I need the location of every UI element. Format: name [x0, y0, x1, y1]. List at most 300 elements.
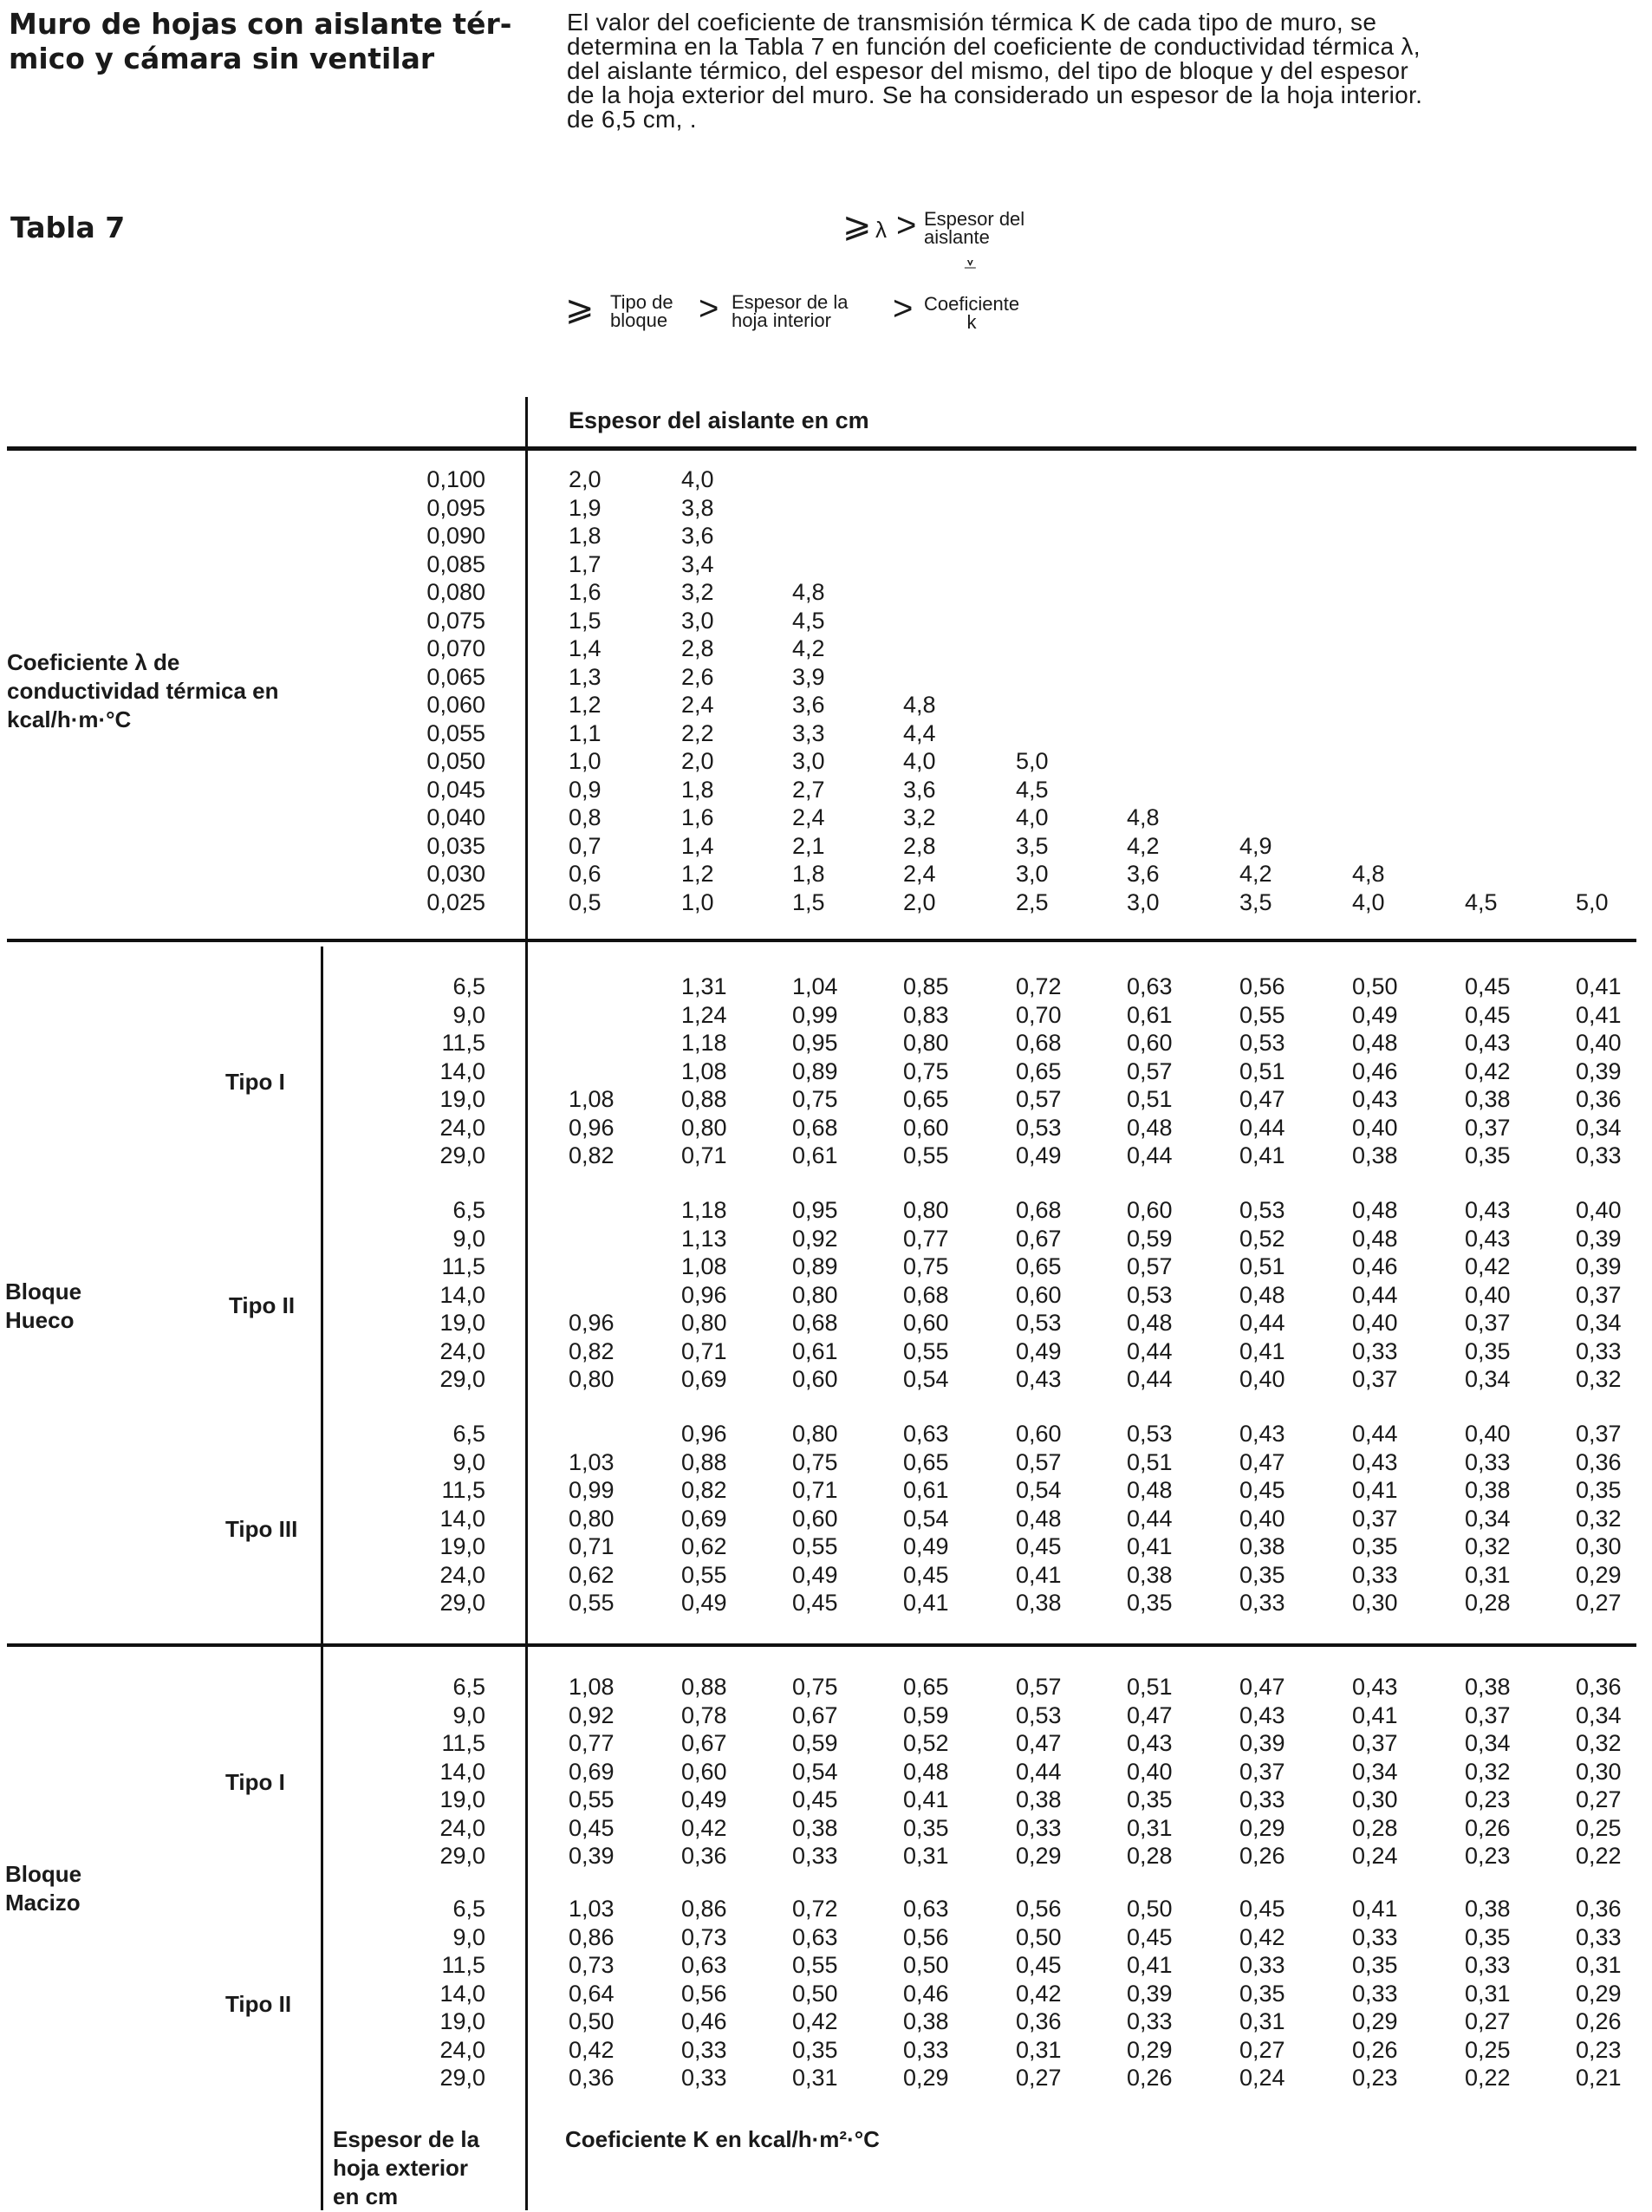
lambda-value: 0,050: [426, 748, 485, 774]
aislante-thickness-cell: 3,2: [903, 804, 936, 830]
flow-coeficiente: [924, 295, 1019, 331]
k-coefficient-cell: 0,50: [1352, 973, 1398, 999]
k-coefficient-cell: 0,27: [1239, 2037, 1285, 2063]
k-coefficient-cell: 0,56: [681, 1981, 727, 2007]
aislante-thickness-cell: 2,4: [792, 804, 825, 830]
k-coefficient-cell: 0,88: [681, 1449, 727, 1475]
k-coefficient-cell: 0,49: [681, 1786, 727, 1812]
k-coefficient-cell: 0,25: [1576, 1815, 1622, 1841]
group-label-line: Bloque: [5, 1861, 82, 1887]
k-coefficient-cell: 0,71: [681, 1338, 727, 1364]
k-coefficient-cell: 0,42: [1465, 1253, 1511, 1279]
aislante-thickness-cell: 2,0: [569, 466, 602, 492]
k-coefficient-cell: 1,03: [569, 1449, 615, 1475]
k-coefficient-cell: 0,48: [1352, 1030, 1398, 1056]
k-coefficient-cell: 0,41: [1127, 1952, 1173, 1978]
k-coefficient-cell: 0,92: [569, 1702, 615, 1728]
k-coefficient-cell: 0,45: [1016, 1533, 1062, 1559]
aislante-thickness-cell: 2,0: [903, 889, 936, 915]
hoja-exterior-thickness: 14,0: [439, 1058, 485, 1084]
k-coefficient-cell: 0,37: [1352, 1730, 1398, 1756]
k-coefficient-cell: 0,29: [903, 2065, 949, 2091]
k-coefficient-cell: 0,57: [1127, 1058, 1173, 1084]
k-coefficient-cell: 0,31: [792, 2065, 838, 2091]
k-coefficient-cell: 0,40: [1576, 1197, 1622, 1223]
k-coefficient-cell: 0,44: [1239, 1115, 1285, 1141]
k-coefficient-cell: 0,48: [1352, 1226, 1398, 1252]
k-coefficient-cell: 0,96: [569, 1115, 615, 1141]
aislante-thickness-cell: 4,2: [1127, 833, 1160, 859]
k-coefficient-cell: 0,45: [1465, 1002, 1511, 1028]
aislante-thickness-cell: 2,0: [681, 748, 714, 774]
k-coefficient-cell: 0,50: [1016, 1924, 1062, 1950]
k-coefficient-cell: 0,33: [1239, 1952, 1285, 1978]
k-coefficient-cell: 0,59: [1127, 1226, 1173, 1252]
k-coefficient-cell: 0,36: [1576, 1449, 1622, 1475]
hoja-exterior-thickness: 24,0: [439, 1815, 485, 1841]
hoja-exterior-thickness: 14,0: [439, 1759, 485, 1785]
k-coefficient-cell: 0,36: [681, 1843, 727, 1869]
k-coefficient-cell: 0,54: [903, 1506, 949, 1532]
chevron-right-icon: >: [893, 290, 914, 328]
k-coefficient-cell: 0,44: [1352, 1421, 1398, 1447]
k-coefficient-cell: 0,33: [1127, 2008, 1173, 2034]
k-coefficient-cell: 0,36: [569, 2065, 615, 2091]
k-coefficient-cell: 0,46: [903, 1981, 949, 2007]
k-coefficient-cell: 0,21: [1576, 2065, 1622, 2091]
k-coefficient-cell: 0,40: [1239, 1366, 1285, 1392]
aislante-thickness-cell: 2,4: [681, 692, 714, 718]
k-coefficient-cell: 0,33: [903, 2037, 949, 2063]
k-coefficient-cell: 0,26: [1352, 2037, 1398, 2063]
footer-espesor-hoja-exterior: [333, 2125, 479, 2211]
vertical-divider-inner: [321, 947, 323, 2210]
k-coefficient-cell: 0,35: [1127, 1590, 1173, 1616]
k-coefficient-cell: 0,41: [1016, 1562, 1062, 1588]
k-coefficient-cell: 0,34: [1465, 1366, 1511, 1392]
k-coefficient-cell: 0,53: [1239, 1030, 1285, 1056]
hoja-exterior-thickness: 6,5: [452, 1674, 485, 1700]
intro-paragraph: [567, 10, 1642, 132]
aislante-thickness-cell: 3,5: [1016, 833, 1049, 859]
k-coefficient-cell: 0,47: [1239, 1086, 1285, 1112]
k-coefficient-cell: 0,35: [1239, 1562, 1285, 1588]
k-coefficient-cell: 0,26: [1127, 2065, 1173, 2091]
k-coefficient-cell: 0,35: [1127, 1786, 1173, 1812]
k-coefficient-cell: 0,38: [903, 2008, 949, 2034]
column-header-espesor-aislante: Espesor del aislante en cm: [569, 407, 869, 433]
k-coefficient-cell: 0,52: [1239, 1226, 1285, 1252]
k-coefficient-cell: 0,53: [1239, 1197, 1285, 1223]
k-coefficient-cell: 0,24: [1239, 2065, 1285, 2091]
flow-text: Espesor de la: [732, 291, 849, 313]
hoja-exterior-thickness: 9,0: [452, 1924, 485, 1950]
flow-tipo-bloque: [610, 293, 673, 329]
k-coefficient-cell: 0,75: [903, 1058, 949, 1084]
k-coefficient-cell: 0,45: [903, 1562, 949, 1588]
hoja-exterior-thickness: 9,0: [452, 1002, 485, 1028]
aislante-thickness-cell: 4,8: [792, 579, 825, 605]
k-coefficient-cell: 0,42: [1016, 1981, 1062, 2007]
hoja-exterior-thickness: 19,0: [439, 2008, 485, 2034]
lambda-label-line: Coeficiente λ de: [7, 649, 180, 675]
k-coefficient-cell: 0,49: [1016, 1338, 1062, 1364]
k-coefficient-cell: 0,82: [681, 1477, 727, 1503]
k-coefficient-cell: 0,67: [681, 1730, 727, 1756]
aislante-thickness-cell: 0,8: [569, 804, 602, 830]
flow-text: k: [966, 311, 977, 333]
k-coefficient-cell: 0,33: [1465, 1952, 1511, 1978]
k-coefficient-cell: 0,31: [1576, 1952, 1622, 1978]
k-coefficient-cell: 0,32: [1576, 1366, 1622, 1392]
k-coefficient-cell: 0,37: [1576, 1421, 1622, 1447]
aislante-thickness-cell: 4,8: [1352, 861, 1385, 887]
k-coefficient-cell: 0,44: [1127, 1506, 1173, 1532]
k-coefficient-cell: 0,75: [792, 1674, 838, 1700]
hoja-exterior-thickness: 6,5: [452, 1197, 485, 1223]
k-coefficient-cell: 0,53: [1127, 1421, 1173, 1447]
k-coefficient-cell: 0,33: [681, 2037, 727, 2063]
k-coefficient-cell: 0,23: [1465, 1843, 1511, 1869]
lambda-value: 0,080: [426, 579, 485, 605]
k-coefficient-cell: 0,77: [903, 1226, 949, 1252]
k-coefficient-cell: 0,40: [1127, 1759, 1173, 1785]
k-coefficient-cell: 0,72: [792, 1896, 838, 1922]
k-coefficient-cell: 0,33: [1016, 1815, 1062, 1841]
flow-text: Espesor del: [924, 208, 1025, 230]
k-coefficient-cell: 0,80: [903, 1030, 949, 1056]
lambda-value: 0,035: [426, 833, 485, 859]
aislante-thickness-cell: 2,6: [681, 664, 714, 690]
k-coefficient-cell: 0,38: [792, 1815, 838, 1841]
k-coefficient-cell: 0,51: [1127, 1086, 1173, 1112]
hoja-exterior-thickness: 6,5: [452, 973, 485, 999]
k-coefficient-cell: 0,43: [1352, 1086, 1398, 1112]
lambda-value: 0,025: [426, 889, 485, 915]
k-coefficient-cell: 0,39: [1576, 1253, 1622, 1279]
k-coefficient-cell: 0,43: [1127, 1730, 1173, 1756]
k-coefficient-cell: 0,28: [1352, 1815, 1398, 1841]
aislante-thickness-cell: 4,5: [1016, 777, 1049, 803]
k-coefficient-cell: 0,30: [1576, 1759, 1622, 1785]
k-coefficient-cell: 0,80: [903, 1197, 949, 1223]
aislante-thickness-cell: 2,5: [1016, 889, 1049, 915]
k-coefficient-cell: 1,04: [792, 973, 838, 999]
k-coefficient-cell: 0,45: [1465, 973, 1511, 999]
hoja-exterior-thickness: 9,0: [452, 1449, 485, 1475]
k-coefficient-cell: 0,80: [569, 1506, 615, 1532]
k-coefficient-cell: 0,37: [1465, 1310, 1511, 1336]
lambda-value: 0,075: [426, 608, 485, 634]
k-coefficient-cell: 0,47: [1239, 1449, 1285, 1475]
footer-line: Espesor de la: [333, 2126, 480, 2152]
k-coefficient-cell: 0,23: [1352, 2065, 1398, 2091]
k-coefficient-cell: 0,68: [792, 1310, 838, 1336]
k-coefficient-cell: 0,38: [1016, 1786, 1062, 1812]
k-coefficient-cell: 0,63: [681, 1952, 727, 1978]
hoja-exterior-thickness: 9,0: [452, 1702, 485, 1728]
k-coefficient-cell: 0,42: [1239, 1924, 1285, 1950]
k-coefficient-cell: 0,41: [903, 1590, 949, 1616]
k-coefficient-cell: 0,35: [1352, 1533, 1398, 1559]
double-chevron-icon: ⩾: [565, 290, 595, 328]
k-coefficient-cell: 0,32: [1465, 1759, 1511, 1785]
k-coefficient-cell: 0,85: [903, 973, 949, 999]
aislante-thickness-cell: 3,4: [681, 551, 714, 577]
k-coefficient-cell: 0,60: [1016, 1282, 1062, 1308]
k-coefficient-cell: 0,39: [1576, 1058, 1622, 1084]
hoja-exterior-thickness: 24,0: [439, 1562, 485, 1588]
k-coefficient-cell: 0,82: [569, 1338, 615, 1364]
k-coefficient-cell: 0,31: [903, 1843, 949, 1869]
k-coefficient-cell: 0,86: [569, 1924, 615, 1950]
k-coefficient-cell: 0,46: [1352, 1058, 1398, 1084]
double-chevron-icon: ⩾: [842, 206, 872, 244]
k-coefficient-cell: 0,34: [1576, 1115, 1622, 1141]
k-coefficient-cell: 0,57: [1016, 1086, 1062, 1112]
k-coefficient-cell: 0,22: [1465, 2065, 1511, 2091]
k-coefficient-cell: 0,47: [1239, 1674, 1285, 1700]
k-coefficient-cell: 0,99: [792, 1002, 838, 1028]
hoja-exterior-thickness: 14,0: [439, 1506, 485, 1532]
aislante-thickness-cell: 1,4: [569, 635, 602, 661]
k-coefficient-cell: 0,44: [1352, 1282, 1398, 1308]
aislante-thickness-cell: 1,9: [569, 495, 602, 521]
k-coefficient-cell: 0,61: [792, 1142, 838, 1168]
k-coefficient-cell: 0,49: [1016, 1142, 1062, 1168]
k-coefficient-cell: 0,41: [1352, 1477, 1398, 1503]
aislante-thickness-cell: 1,5: [569, 608, 602, 634]
k-coefficient-cell: 0,37: [1465, 1702, 1511, 1728]
k-coefficient-cell: 0,55: [681, 1562, 727, 1588]
lambda-value: 0,095: [426, 495, 485, 521]
aislante-thickness-cell: 1,6: [569, 579, 602, 605]
aislante-thickness-cell: 3,6: [681, 523, 714, 549]
hoja-exterior-thickness: 6,5: [452, 1421, 485, 1447]
k-coefficient-cell: 0,44: [1239, 1310, 1285, 1336]
k-coefficient-cell: 0,43: [1352, 1674, 1398, 1700]
type-label-macizo-tipo-1: Tipo I: [225, 1769, 285, 1795]
aislante-thickness-cell: 4,5: [1465, 889, 1498, 915]
k-coefficient-cell: 0,26: [1239, 1843, 1285, 1869]
aislante-thickness-cell: 4,4: [903, 720, 936, 746]
k-coefficient-cell: 0,54: [903, 1366, 949, 1392]
k-coefficient-cell: 0,42: [1465, 1058, 1511, 1084]
k-coefficient-cell: 0,27: [1576, 1786, 1622, 1812]
footer-line: en cm: [333, 2183, 399, 2209]
intro-line: El valor del coeficiente de transmisión térmica K de cada tipo de muro, se: [567, 9, 1377, 36]
k-coefficient-cell: 0,38: [1016, 1590, 1062, 1616]
hoja-exterior-thickness: 19,0: [439, 1310, 485, 1336]
hoja-exterior-thickness: 11,5: [441, 1952, 485, 1978]
lambda-label-line: kcal/h·m·°C: [7, 706, 132, 732]
k-coefficient-cell: 0,50: [792, 1981, 838, 2007]
lambda-value: 0,060: [426, 692, 485, 718]
k-coefficient-cell: 0,37: [1352, 1506, 1398, 1532]
k-coefficient-cell: 0,63: [903, 1896, 949, 1922]
k-coefficient-cell: 0,61: [1127, 1002, 1173, 1028]
k-coefficient-cell: 0,40: [1352, 1115, 1398, 1141]
aislante-thickness-cell: 3,0: [681, 608, 714, 634]
aislante-thickness-cell: 2,2: [681, 720, 714, 746]
k-coefficient-cell: 0,86: [681, 1896, 727, 1922]
k-coefficient-cell: 0,31: [1465, 1562, 1511, 1588]
aislante-thickness-cell: 3,2: [681, 579, 714, 605]
aislante-thickness-cell: 1,8: [792, 861, 825, 887]
type-label-hueco-tipo-1: Tipo I: [225, 1069, 285, 1095]
aislante-thickness-cell: 3,0: [1016, 861, 1049, 887]
k-coefficient-cell: 0,55: [569, 1590, 615, 1616]
k-coefficient-cell: 0,35: [1465, 1338, 1511, 1364]
k-coefficient-cell: 0,43: [1239, 1702, 1285, 1728]
k-coefficient-cell: 0,88: [681, 1674, 727, 1700]
aislante-thickness-cell: 0,5: [569, 889, 602, 915]
flow-espesor-aislante: [924, 210, 1024, 246]
k-coefficient-cell: 0,43: [1465, 1226, 1511, 1252]
k-coefficient-cell: 0,72: [1016, 973, 1062, 999]
k-coefficient-cell: 0,70: [1016, 1002, 1062, 1028]
k-coefficient-cell: 0,53: [1016, 1702, 1062, 1728]
aislante-thickness-cell: 1,7: [569, 551, 602, 577]
k-coefficient-cell: 0,33: [1352, 1338, 1398, 1364]
k-coefficient-cell: 0,33: [1239, 1786, 1285, 1812]
lambda-symbol: λ: [875, 217, 887, 243]
k-coefficient-cell: 0,47: [1016, 1730, 1062, 1756]
vertical-divider: [525, 397, 528, 2210]
aislante-thickness-cell: 2,8: [681, 635, 714, 661]
k-coefficient-cell: 0,64: [569, 1981, 615, 2007]
k-coefficient-cell: 1,13: [681, 1226, 727, 1252]
k-coefficient-cell: 0,50: [903, 1952, 949, 1978]
flow-text: Coeficiente: [924, 293, 1020, 315]
k-coefficient-cell: 0,30: [1352, 1590, 1398, 1616]
aislante-thickness-cell: 3,0: [1127, 889, 1160, 915]
lambda-value: 0,065: [426, 664, 485, 690]
aislante-thickness-cell: 3,9: [792, 664, 825, 690]
footer-coeficiente-k: Coeficiente K en kcal/h·m²·°C: [565, 2126, 880, 2152]
k-coefficient-cell: 0,60: [792, 1506, 838, 1532]
hoja-exterior-thickness: 11,5: [441, 1477, 485, 1503]
k-coefficient-cell: 0,39: [569, 1843, 615, 1869]
k-coefficient-cell: 0,75: [903, 1253, 949, 1279]
hoja-exterior-thickness: 29,0: [439, 1142, 485, 1168]
k-coefficient-cell: 1,08: [569, 1674, 615, 1700]
k-coefficient-cell: 0,60: [1127, 1030, 1173, 1056]
aislante-thickness-cell: 1,2: [569, 692, 602, 718]
k-coefficient-cell: 0,68: [1016, 1030, 1062, 1056]
group-label-line: Hueco: [5, 1307, 75, 1333]
heading-line-2: mico y cámara sin ventilar: [9, 42, 435, 75]
aislante-thickness-cell: 1,0: [681, 889, 714, 915]
aislante-thickness-cell: 4,5: [792, 608, 825, 634]
k-coefficient-cell: 0,50: [569, 2008, 615, 2034]
k-coefficient-cell: 0,40: [1465, 1282, 1511, 1308]
aislante-thickness-cell: 4,0: [681, 466, 714, 492]
k-coefficient-cell: 0,33: [681, 2065, 727, 2091]
aislante-thickness-cell: 3,6: [1127, 861, 1160, 887]
k-coefficient-cell: 1,03: [569, 1896, 615, 1922]
k-coefficient-cell: 0,51: [1127, 1449, 1173, 1475]
aislante-thickness-cell: 3,6: [903, 777, 936, 803]
k-coefficient-cell: 0,65: [1016, 1058, 1062, 1084]
k-coefficient-cell: 0,63: [903, 1421, 949, 1447]
lambda-value: 0,100: [426, 466, 485, 492]
hoja-exterior-thickness: 14,0: [439, 1282, 485, 1308]
flow-text: hoja interior: [732, 309, 831, 331]
hoja-exterior-thickness: 11,5: [441, 1253, 485, 1279]
k-coefficient-cell: 0,67: [792, 1702, 838, 1728]
k-coefficient-cell: 0,24: [1352, 1843, 1398, 1869]
k-coefficient-cell: 0,29: [1239, 1815, 1285, 1841]
k-coefficient-cell: 0,41: [1352, 1896, 1398, 1922]
aislante-thickness-cell: 1,1: [569, 720, 602, 746]
k-coefficient-cell: 0,95: [792, 1197, 838, 1223]
k-coefficient-cell: 0,53: [1016, 1310, 1062, 1336]
k-coefficient-cell: 0,88: [681, 1086, 727, 1112]
k-coefficient-cell: 0,38: [1465, 1674, 1511, 1700]
lambda-value: 0,090: [426, 523, 485, 549]
k-coefficient-cell: 0,34: [1576, 1702, 1622, 1728]
k-coefficient-cell: 0,41: [903, 1786, 949, 1812]
hoja-exterior-thickness: 14,0: [439, 1981, 485, 2007]
k-coefficient-cell: 0,39: [1127, 1981, 1173, 2007]
k-coefficient-cell: 0,37: [1465, 1115, 1511, 1141]
hoja-exterior-thickness: 29,0: [439, 1590, 485, 1616]
hoja-exterior-thickness: 24,0: [439, 1338, 485, 1364]
k-coefficient-cell: 0,41: [1239, 1338, 1285, 1364]
k-coefficient-cell: 0,59: [903, 1702, 949, 1728]
lambda-label: [7, 648, 279, 734]
k-coefficient-cell: 0,55: [903, 1142, 949, 1168]
k-coefficient-cell: 0,56: [1239, 973, 1285, 999]
k-coefficient-cell: 1,08: [569, 1086, 615, 1112]
aislante-thickness-cell: 2,7: [792, 777, 825, 803]
k-coefficient-cell: 0,55: [569, 1786, 615, 1812]
k-coefficient-cell: 0,28: [1465, 1590, 1511, 1616]
chevron-right-icon: >: [699, 290, 719, 328]
k-coefficient-cell: 0,40: [1576, 1030, 1622, 1056]
aislante-thickness-cell: 4,8: [1127, 804, 1160, 830]
aislante-thickness-cell: 3,8: [681, 495, 714, 521]
k-coefficient-cell: 0,33: [1352, 1981, 1398, 2007]
k-coefficient-cell: 0,33: [1352, 1924, 1398, 1950]
k-coefficient-cell: 0,68: [1016, 1197, 1062, 1223]
k-coefficient-cell: 0,35: [903, 1815, 949, 1841]
k-coefficient-cell: 0,60: [1016, 1421, 1062, 1447]
k-coefficient-cell: 0,57: [1016, 1674, 1062, 1700]
k-coefficient-cell: 0,31: [1016, 2037, 1062, 2063]
aislante-thickness-cell: 3,3: [792, 720, 825, 746]
aislante-thickness-cell: 1,6: [681, 804, 714, 830]
k-coefficient-cell: 0,44: [1016, 1759, 1062, 1785]
k-coefficient-cell: 0,27: [1465, 2008, 1511, 2034]
k-coefficient-cell: 0,65: [1016, 1253, 1062, 1279]
k-coefficient-cell: 0,31: [1465, 1981, 1511, 2007]
k-coefficient-cell: 0,34: [1465, 1730, 1511, 1756]
k-coefficient-cell: 0,55: [903, 1338, 949, 1364]
k-coefficient-cell: 0,73: [681, 1924, 727, 1950]
group-label-line: Bloque: [5, 1278, 82, 1304]
type-label-hueco-tipo-2: Tipo II: [229, 1292, 296, 1318]
k-coefficient-cell: 0,57: [1016, 1449, 1062, 1475]
k-coefficient-cell: 0,65: [903, 1449, 949, 1475]
k-coefficient-cell: 0,48: [903, 1759, 949, 1785]
k-coefficient-cell: 0,42: [569, 2037, 615, 2063]
k-coefficient-cell: 0,73: [569, 1952, 615, 1978]
k-coefficient-cell: 0,51: [1239, 1058, 1285, 1084]
k-coefficient-cell: 0,40: [1465, 1421, 1511, 1447]
k-coefficient-cell: 0,29: [1576, 1981, 1622, 2007]
